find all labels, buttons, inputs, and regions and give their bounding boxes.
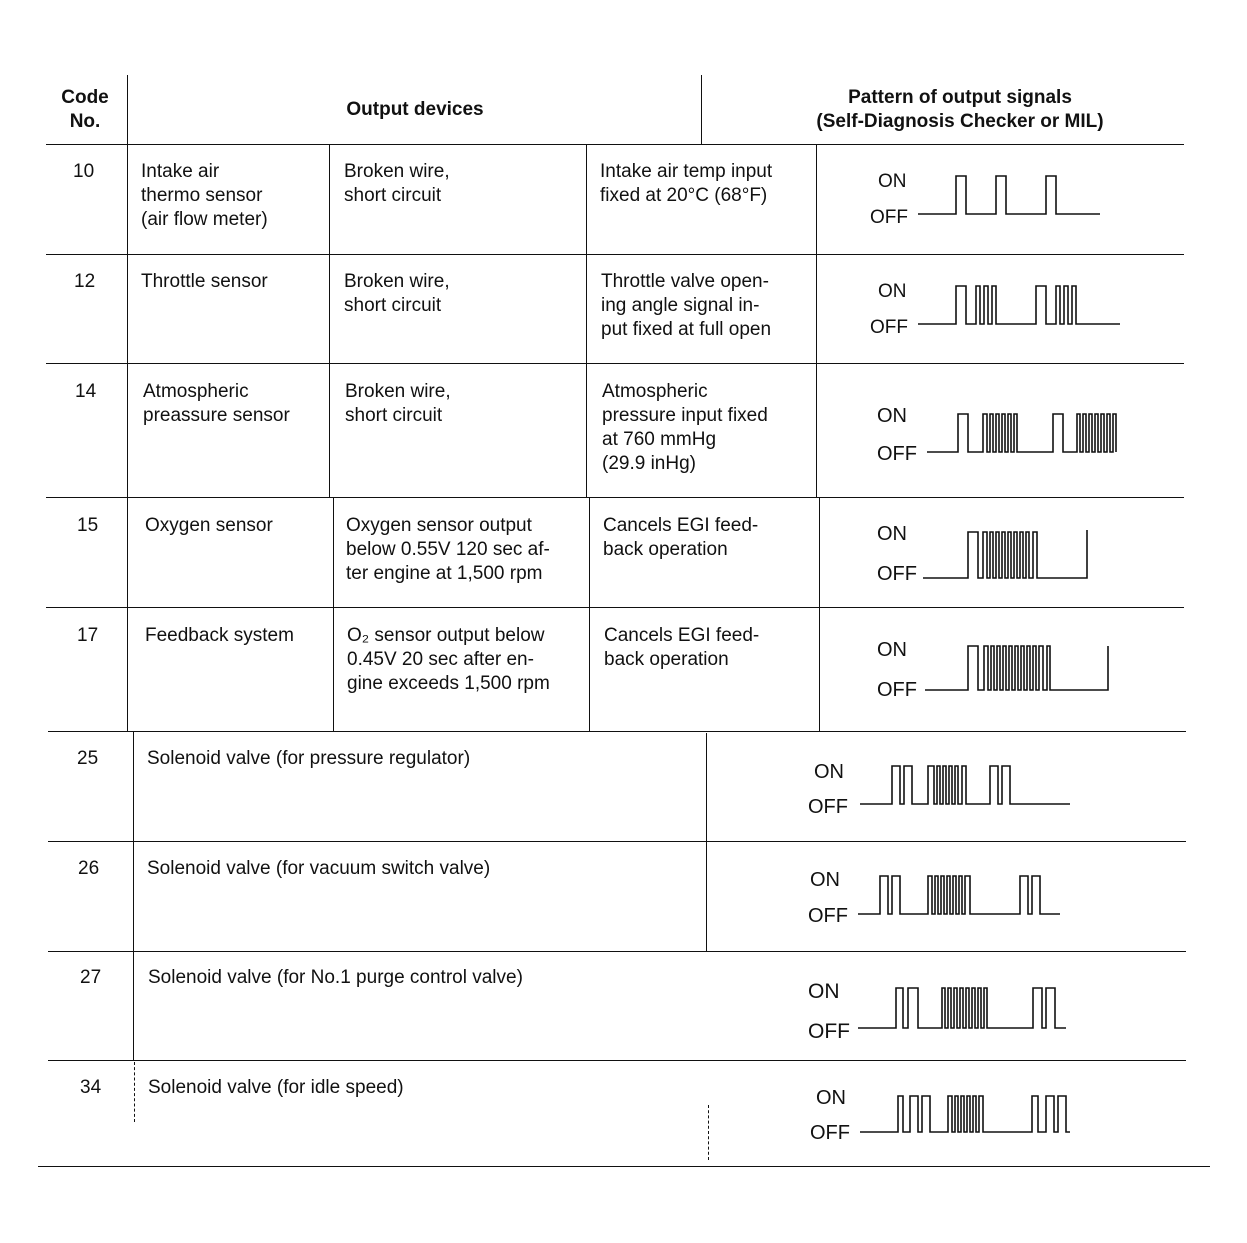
failsafe-cell bbox=[600, 160, 772, 208]
header-pattern-line1: Pattern of output signals bbox=[848, 87, 1072, 108]
rule-pattern-header bbox=[701, 75, 702, 145]
device-line: (air flow meter) bbox=[141, 209, 268, 230]
rule-pattern-col bbox=[819, 497, 820, 731]
off-label: OFF bbox=[877, 563, 917, 585]
trouble-line: Broken wire, bbox=[345, 381, 451, 402]
off-label: OFF bbox=[870, 317, 908, 338]
trouble-line: short circuit bbox=[344, 295, 442, 316]
rule-trouble-col bbox=[333, 497, 334, 731]
header-code-line2: No. bbox=[69, 111, 101, 132]
failsafe-line: back operation bbox=[604, 649, 729, 670]
waveform bbox=[858, 876, 1060, 914]
device-line: Oxygen sensor bbox=[145, 515, 273, 536]
off-label: OFF bbox=[808, 796, 848, 818]
trouble-cell bbox=[347, 624, 550, 696]
rule-pattern-col bbox=[708, 1105, 709, 1160]
failsafe-cell bbox=[603, 514, 758, 562]
signal-pattern bbox=[860, 272, 1130, 342]
waveform bbox=[860, 766, 1070, 804]
off-label: OFF bbox=[877, 443, 917, 465]
failsafe-line: ing angle signal in- bbox=[601, 295, 760, 316]
failsafe-line: at 760 mmHg bbox=[602, 429, 717, 450]
device-cell: Solenoid valve (for pressure regulator) bbox=[147, 748, 471, 769]
waveform bbox=[927, 414, 1116, 452]
trouble-line: gine exceeds 1,500 rpm bbox=[347, 673, 550, 694]
trouble-cell bbox=[346, 514, 550, 586]
device-line: Throttle sensor bbox=[141, 271, 268, 292]
rule-failsafe-col bbox=[589, 497, 590, 731]
device-cell: Solenoid valve (for No.1 purge control valve) bbox=[148, 967, 523, 988]
trouble-line: ter engine at 1,500 rpm bbox=[346, 563, 543, 584]
rule-row bbox=[48, 951, 1186, 952]
device-cell bbox=[141, 160, 268, 232]
signal-pattern bbox=[865, 632, 1125, 704]
waveform bbox=[860, 1096, 1070, 1132]
off-label: OFF bbox=[810, 1122, 850, 1144]
signal-pattern bbox=[865, 398, 1130, 468]
trouble-line: short circuit bbox=[345, 405, 443, 426]
failsafe-line: Atmospheric bbox=[602, 381, 708, 402]
device-line: preassure sensor bbox=[143, 405, 290, 426]
rule-code-col bbox=[127, 75, 128, 145]
rule-row bbox=[48, 731, 1186, 732]
rule-code-col bbox=[133, 731, 134, 1061]
code-cell: 10 bbox=[73, 161, 95, 182]
rule-row bbox=[48, 1060, 1186, 1061]
trouble-line: below 0.55V 120 sec af- bbox=[346, 539, 550, 560]
signal-pattern bbox=[800, 864, 1080, 934]
failsafe-line: Cancels EGI feed- bbox=[603, 515, 759, 536]
device-cell bbox=[145, 514, 273, 538]
on-label: ON bbox=[816, 1087, 846, 1109]
signal-pattern bbox=[800, 976, 1080, 1046]
rule-trouble-col bbox=[329, 145, 330, 497]
trouble-cell bbox=[344, 270, 450, 318]
signal-pattern bbox=[800, 1082, 1090, 1152]
code-cell: 14 bbox=[75, 381, 97, 402]
rule-row bbox=[46, 363, 1184, 364]
device-cell bbox=[145, 624, 294, 648]
rule-row bbox=[46, 607, 1184, 608]
device-cell bbox=[143, 380, 290, 428]
waveform bbox=[925, 646, 1108, 690]
failsafe-line: Cancels EGI feed- bbox=[604, 625, 760, 646]
failsafe-line: Intake air temp input bbox=[600, 161, 773, 182]
waveform bbox=[918, 286, 1120, 324]
rule-header-bottom bbox=[46, 144, 1184, 145]
signal-pattern bbox=[865, 516, 1105, 588]
off-label: OFF bbox=[870, 207, 908, 228]
trouble-line: O₂ sensor output below bbox=[347, 625, 545, 646]
trouble-line: 0.45V 20 sec after en- bbox=[347, 649, 534, 670]
device-cell: Solenoid valve (for vacuum switch valve) bbox=[147, 858, 491, 879]
trouble-line: Broken wire, bbox=[344, 161, 450, 182]
code-cell: 27 bbox=[80, 967, 102, 988]
code-cell: 34 bbox=[80, 1077, 102, 1098]
failsafe-cell bbox=[602, 380, 768, 476]
device-line: Intake air bbox=[141, 161, 220, 182]
failsafe-line: pressure input fixed bbox=[602, 405, 768, 426]
rule-code-col bbox=[127, 145, 128, 732]
off-label: OFF bbox=[808, 905, 848, 927]
header-output-devices: Output devices bbox=[346, 99, 484, 120]
failsafe-cell bbox=[604, 624, 759, 672]
rule-pattern-col bbox=[706, 733, 707, 951]
device-line: Feedback system bbox=[145, 625, 294, 646]
trouble-line: short circuit bbox=[344, 185, 442, 206]
waveform bbox=[918, 176, 1100, 214]
device-line: thermo sensor bbox=[141, 185, 263, 206]
on-label: ON bbox=[808, 980, 840, 1003]
on-label: ON bbox=[810, 869, 840, 891]
code-cell: 12 bbox=[74, 271, 96, 292]
failsafe-line: Throttle valve open- bbox=[601, 271, 769, 292]
on-label: ON bbox=[877, 523, 907, 545]
off-label: OFF bbox=[808, 1020, 850, 1043]
trouble-line: Oxygen sensor output bbox=[346, 515, 532, 536]
rule-table-bottom bbox=[38, 1166, 1210, 1167]
rule-row bbox=[46, 497, 1184, 498]
on-label: ON bbox=[814, 761, 844, 783]
device-line: Atmospheric bbox=[143, 381, 249, 402]
code-cell: 26 bbox=[78, 858, 100, 879]
rule-row bbox=[46, 254, 1184, 255]
on-label: ON bbox=[877, 639, 907, 661]
failsafe-line: put fixed at full open bbox=[601, 319, 772, 340]
on-label: ON bbox=[878, 171, 907, 192]
signal-pattern bbox=[860, 162, 1120, 232]
header-pattern bbox=[740, 86, 1180, 134]
trouble-line: Broken wire, bbox=[344, 271, 450, 292]
failsafe-line: fixed at 20°C (68°F) bbox=[600, 185, 768, 206]
waveform bbox=[858, 988, 1066, 1028]
code-cell: 15 bbox=[77, 515, 99, 536]
rule-row bbox=[48, 841, 1186, 842]
trouble-cell bbox=[345, 380, 451, 428]
failsafe-line: back operation bbox=[603, 539, 728, 560]
signal-pattern bbox=[800, 756, 1090, 826]
device-cell: Solenoid valve (for idle speed) bbox=[148, 1077, 404, 1098]
header-pattern-line2: (Self-Diagnosis Checker or MIL) bbox=[816, 111, 1104, 132]
code-cell: 25 bbox=[77, 748, 99, 769]
header-code-line1: Code bbox=[61, 87, 109, 108]
on-label: ON bbox=[877, 405, 907, 427]
rule-pattern-col bbox=[816, 145, 817, 497]
rule-code-col bbox=[134, 1062, 135, 1122]
rule-failsafe-col bbox=[586, 145, 587, 497]
header-code bbox=[50, 86, 120, 134]
device-cell bbox=[141, 270, 268, 294]
off-label: OFF bbox=[877, 679, 917, 701]
waveform bbox=[923, 530, 1087, 578]
failsafe-line: (29.9 inHg) bbox=[602, 453, 696, 474]
trouble-cell bbox=[344, 160, 450, 208]
on-label: ON bbox=[878, 281, 907, 302]
code-cell: 17 bbox=[77, 625, 99, 646]
failsafe-cell bbox=[601, 270, 771, 342]
